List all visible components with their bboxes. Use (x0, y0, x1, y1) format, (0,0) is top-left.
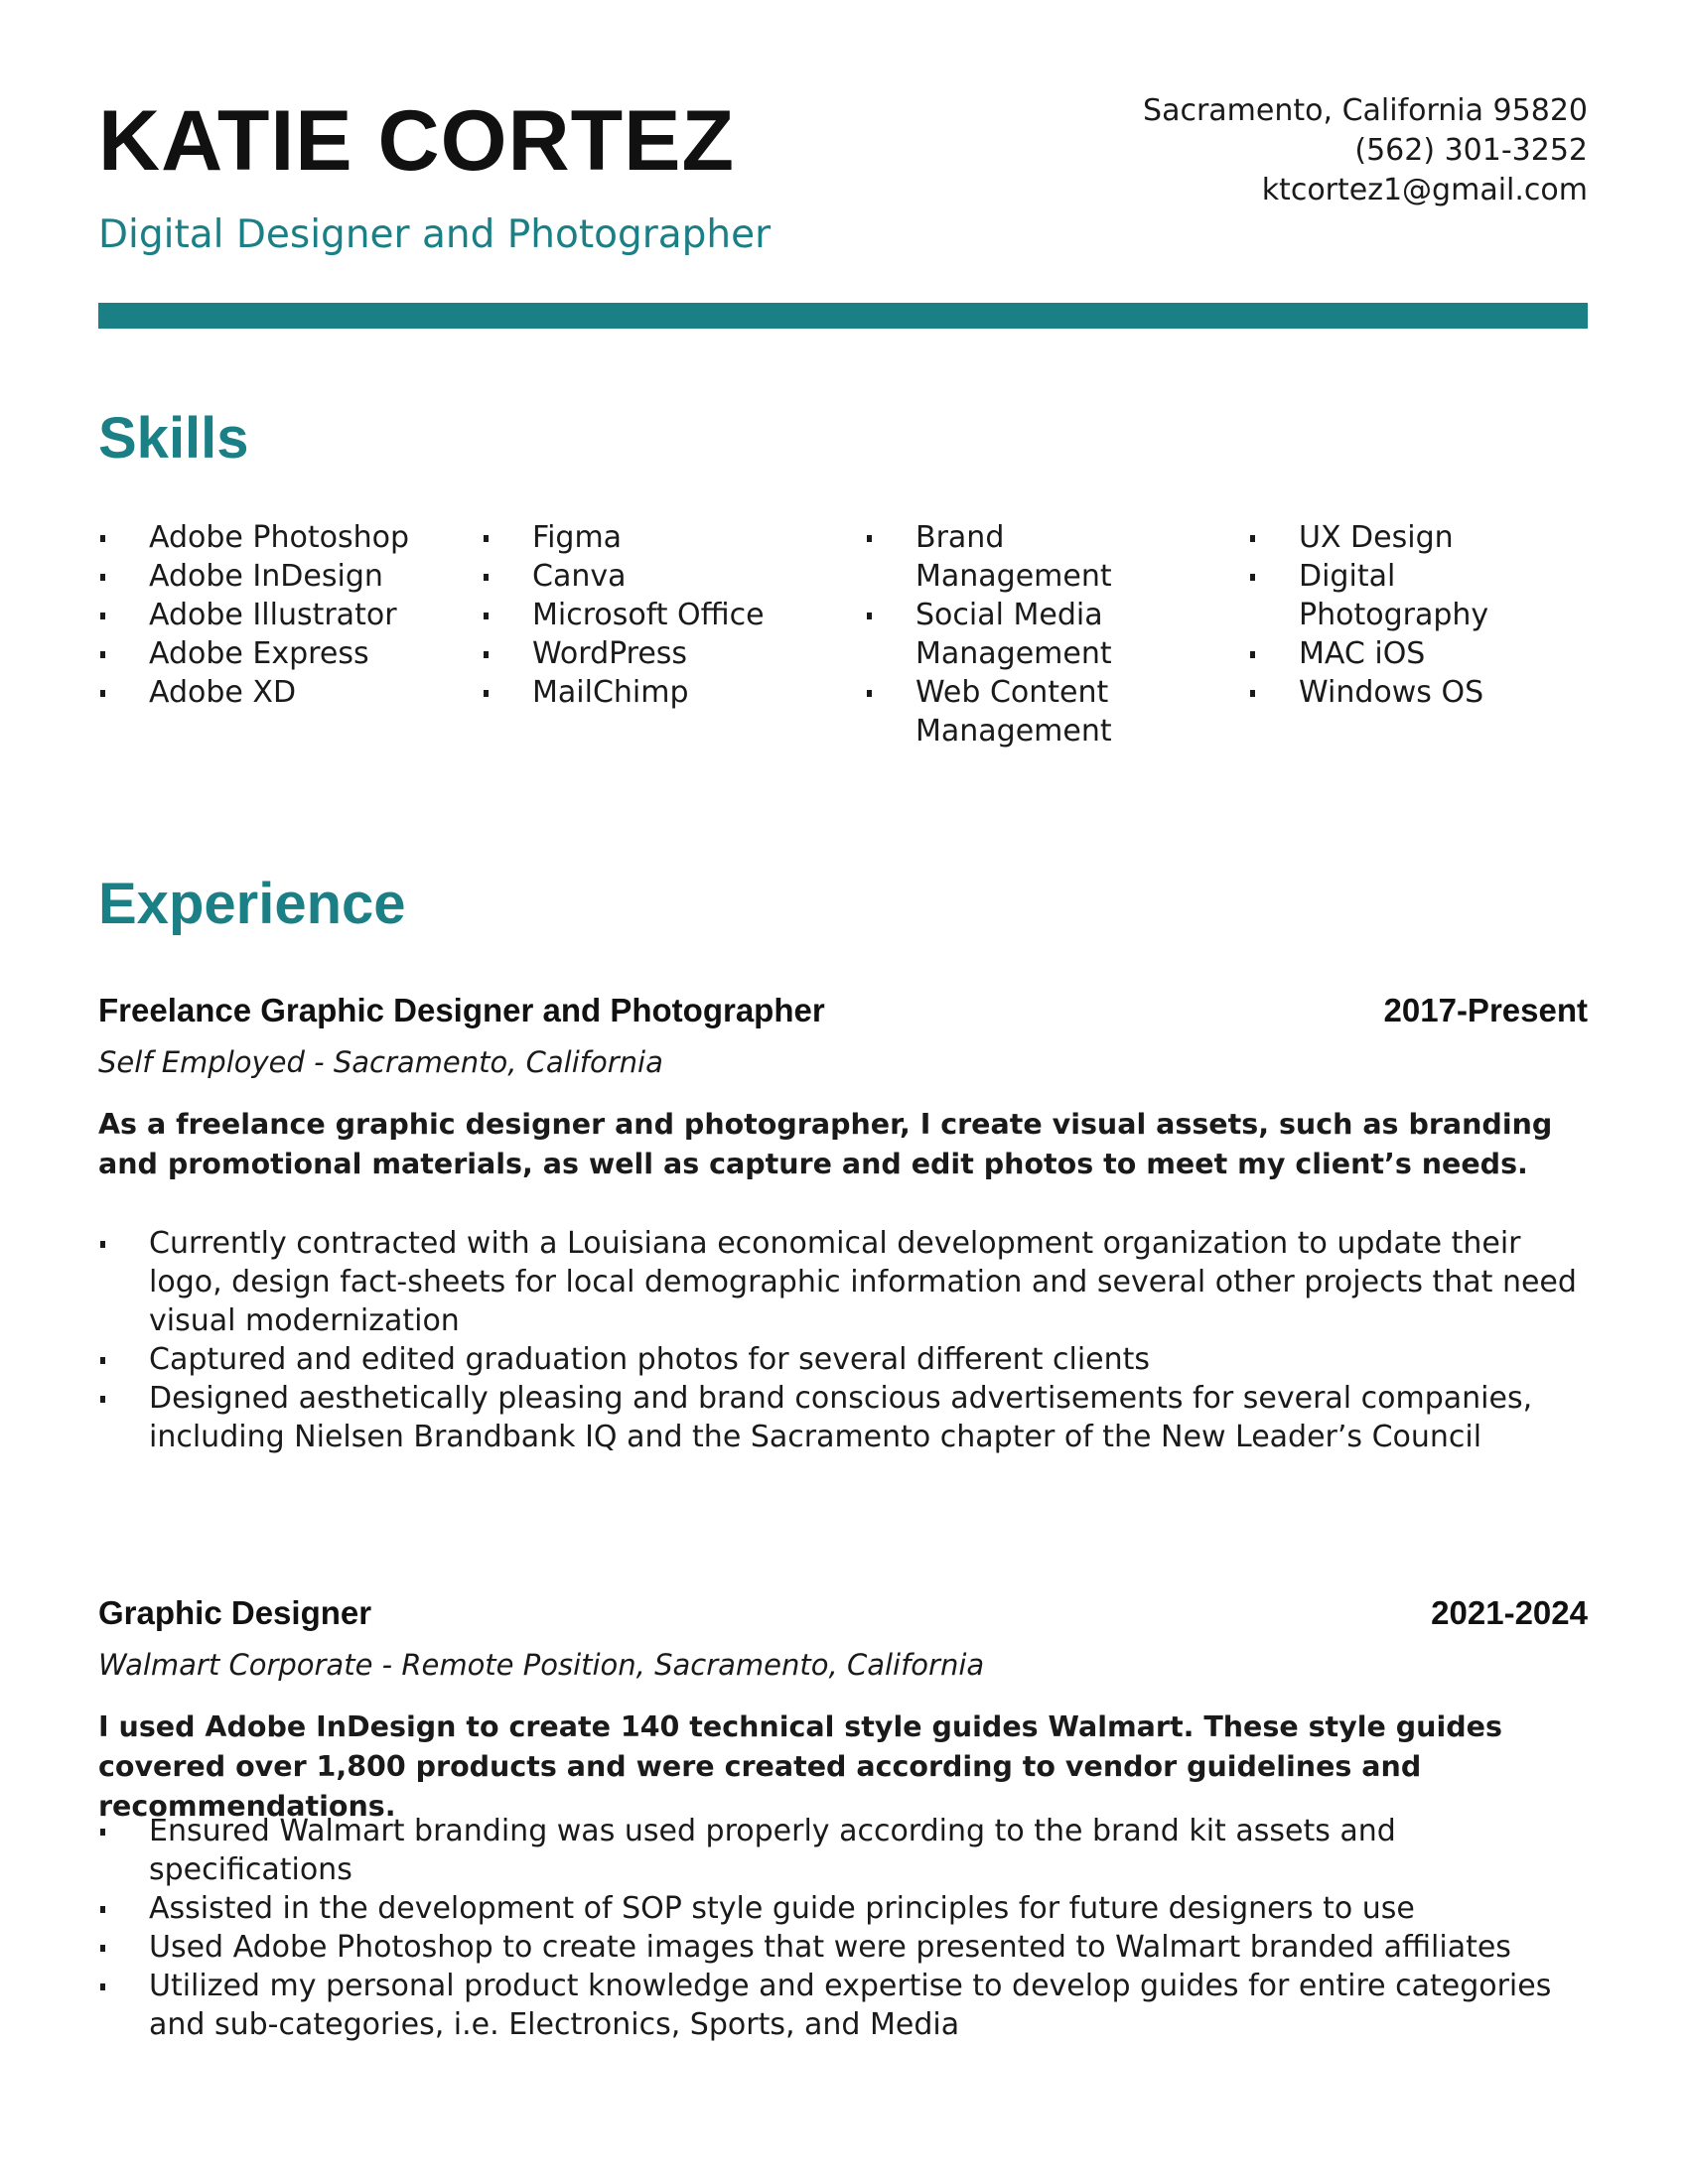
skill-label: WordPress (532, 636, 688, 671)
skill-label: Canva (532, 559, 627, 594)
skills-column-2 (482, 518, 839, 712)
job-bullet-text: Utilized my personal product knowledge and expertise to develop guides for entire categories and sub-categories, i.e. Electronics, Sports, and Media (149, 1969, 1552, 2042)
skill-label: UX Design (1299, 520, 1454, 555)
bullet-icon (1250, 535, 1255, 542)
bullet-icon (100, 1241, 105, 1248)
job-bullet-text: Assisted in the development of SOP style guide principles for future designers to use (149, 1891, 1415, 1926)
skill-label: Digital Photography (1299, 559, 1489, 632)
header-divider (98, 303, 1588, 329)
contact-phone: (562) 301-3252 (1354, 133, 1588, 168)
skills-column-3 (865, 518, 1193, 751)
bullet-icon (484, 613, 489, 619)
skill-label: Web Content Management (915, 675, 1112, 749)
bullet-icon (100, 574, 105, 581)
job-bullet (98, 1889, 1588, 1928)
skill-item (98, 634, 456, 673)
skill-label: Adobe Illustrator (149, 598, 397, 632)
skill-label: Adobe InDesign (149, 559, 383, 594)
job-bullet-text: Captured and edited graduation photos for several different clients (149, 1342, 1151, 1377)
skill-item (1248, 557, 1591, 634)
bullet-icon (100, 1829, 105, 1836)
skill-item (1248, 634, 1591, 673)
job-bullet (98, 1379, 1588, 1456)
skill-label: Microsoft Office (532, 598, 765, 632)
bullet-icon (1250, 574, 1255, 581)
skill-item (482, 596, 839, 634)
skill-label: Brand Management (915, 520, 1112, 594)
job-title: Freelance Graphic Designer and Photographer (98, 992, 825, 1028)
bullet-icon (1250, 690, 1255, 697)
contact-address: Sacramento, California 95820 (1143, 93, 1588, 128)
bullet-icon (867, 535, 872, 542)
skill-item (482, 634, 839, 673)
skill-label: Figma (532, 520, 623, 555)
bullet-icon (484, 690, 489, 697)
bullet-icon (100, 1945, 105, 1952)
bullet-icon (484, 535, 489, 542)
skill-item (98, 557, 456, 596)
skill-item (865, 596, 1134, 673)
bullet-icon (867, 613, 872, 619)
bullet-icon (100, 1906, 105, 1913)
skill-label: Adobe XD (149, 675, 297, 710)
skill-item (482, 673, 839, 712)
resume-page (98, 0, 1588, 2184)
skills-column-1 (98, 518, 456, 712)
bullet-icon (867, 690, 872, 697)
skill-label: Windows OS (1299, 675, 1484, 710)
skill-item (865, 673, 1134, 751)
skill-item (865, 518, 1193, 596)
job-bullet-list (98, 1224, 1588, 1456)
job-bullet-text: Designed aesthetically pleasing and brand conscious advertisements for several companies, including Nielsen Brandbank IQ and the Sacramento chapter of the New Leader’s Council (149, 1381, 1533, 1454)
skill-label: MAC iOS (1299, 636, 1426, 671)
job-bullet (98, 1967, 1588, 2044)
bullet-icon (484, 574, 489, 581)
skill-item (98, 673, 456, 712)
skill-label: Adobe Photoshop (149, 520, 410, 555)
job-dates: 2017-Present (1383, 992, 1588, 1028)
job-bullet-text: Used Adobe Photoshop to create images that were presented to Walmart branded affiliates (149, 1930, 1511, 1965)
job-summary: I used Adobe InDesign to create 140 technical style guides Walmart. These style guides covered over 1,800 products and were created according to vendor guidelines and recommendations. (98, 1710, 1502, 1823)
bullet-icon (1250, 651, 1255, 658)
job-summary: As a freelance graphic designer and photographer, I create visual assets, such as branding and promotional materials, as well as capture and edit photos to meet my client’s needs. (98, 1108, 1553, 1180)
job-employer: Walmart Corporate - Remote Position, Sacramento, California (98, 1648, 985, 1682)
skill-item (1248, 673, 1591, 712)
skill-item (98, 518, 456, 557)
experience-heading: Experience (98, 872, 406, 936)
contact-email: ktcortez1@gmail.com (1261, 173, 1588, 207)
bullet-icon (100, 613, 105, 619)
job-title: Graphic Designer (98, 1594, 372, 1631)
candidate-title: Digital Designer and Photographer (98, 212, 772, 257)
skill-label: Social Media Management (915, 598, 1112, 671)
skills-grid (98, 518, 1588, 749)
skill-label: MailChimp (532, 675, 689, 710)
job-bullet (98, 1928, 1588, 1967)
skill-item (1248, 518, 1591, 557)
bullet-icon (100, 1396, 105, 1403)
job-bullet-list (98, 1812, 1588, 2044)
job-bullet-text: Currently contracted with a Louisiana economical development organization to update their logo, design fact-sheets for local demographic information and several other projects that need visual modernization (149, 1226, 1577, 1338)
skill-item (482, 557, 839, 596)
bullet-icon (100, 535, 105, 542)
skills-heading: Skills (98, 406, 249, 471)
skills-column-4 (1248, 518, 1591, 712)
job-dates: 2021-2024 (1431, 1594, 1588, 1631)
candidate-name: KATIE CORTEZ (98, 93, 736, 189)
bullet-icon (484, 651, 489, 658)
skill-item (98, 596, 456, 634)
bullet-icon (100, 651, 105, 658)
bullet-icon (100, 1983, 105, 1990)
contact-block (1143, 91, 1588, 210)
skill-label: Adobe Express (149, 636, 369, 671)
bullet-icon (100, 1357, 105, 1364)
job-bullet (98, 1224, 1588, 1340)
job-bullet (98, 1340, 1588, 1379)
job-bullet-text: Ensured Walmart branding was used properly according to the brand kit assets and specifications (149, 1814, 1396, 1887)
skill-item (482, 518, 839, 557)
bullet-icon (100, 690, 105, 697)
job-employer: Self Employed - Sacramento, California (98, 1045, 663, 1079)
job-bullet (98, 1812, 1588, 1889)
